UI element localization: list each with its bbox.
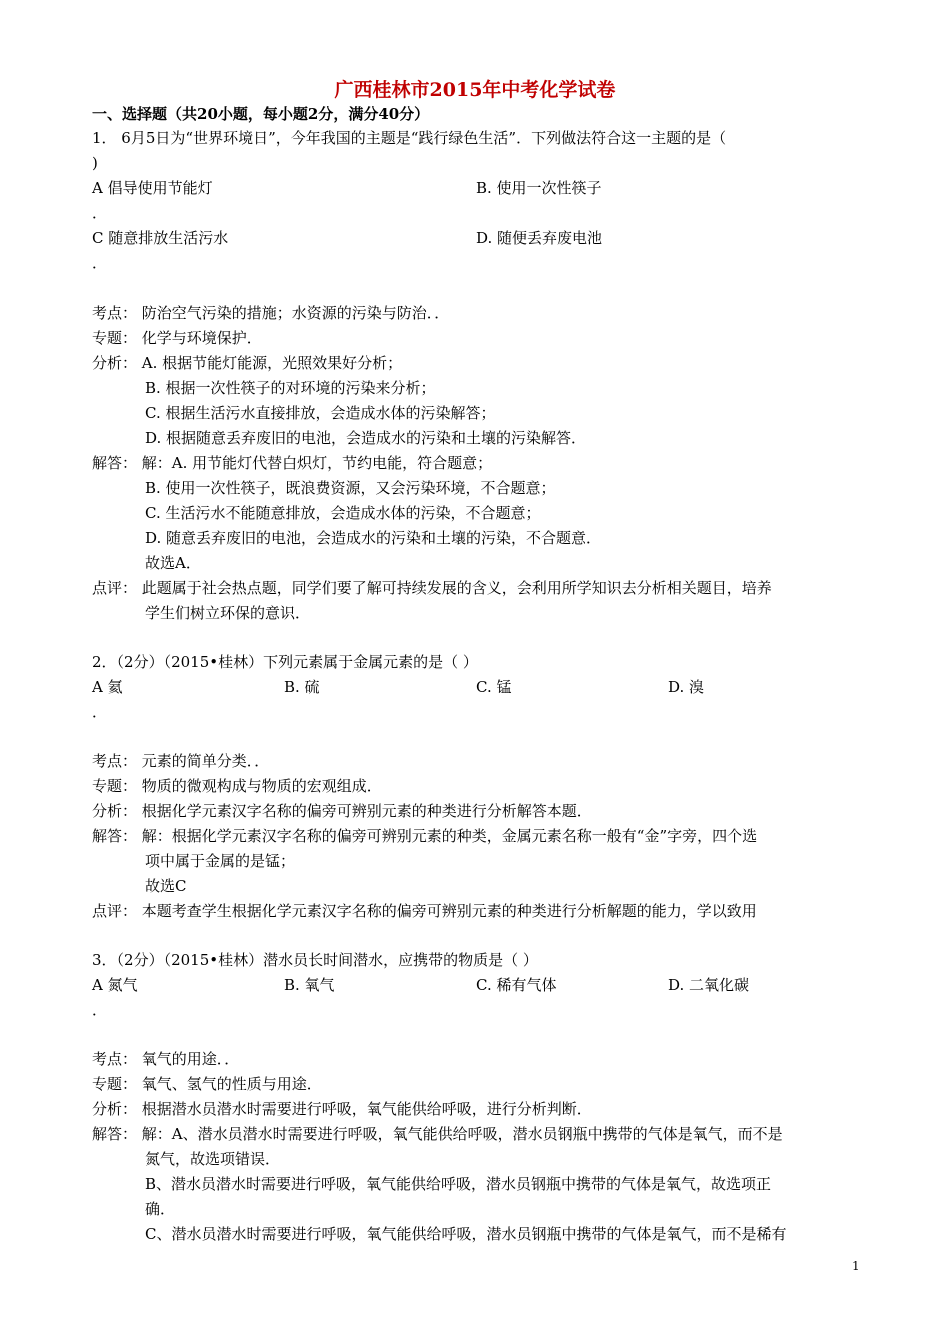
q1-option-c: C 随意排放生活污水	[92, 229, 229, 247]
q2-dot: ．	[92, 703, 108, 721]
q1-jieda-1: 解答： 解：A. 用节能灯代替白炽灯，节约电能，符合题意；	[92, 454, 493, 472]
section-heading: 一、选择题（共20小题，每小题2分，满分40分）	[92, 105, 430, 123]
q1-option-b: B. 使用一次性筷子	[476, 179, 602, 197]
q1-dianping-2: 学生们树立环保的意识．	[145, 604, 311, 622]
page-title: 广西桂林市2015年中考化学试卷	[334, 79, 616, 101]
q1-jieda-5: 故选A．	[145, 554, 201, 572]
q3-jieda-5: C、潜水员潜水时需要进行呼吸，氧气能供给呼吸，潜水员钢瓶中携带的气体是氧气，而不是稀有	[145, 1225, 787, 1243]
q1-option-a: A 倡导使用节能灯	[92, 179, 213, 197]
q1-zhuanti: 专题： 化学与环境保护．	[92, 329, 262, 347]
page-number: 1	[852, 1259, 860, 1273]
q1-jieda-3: C. 生活污水不能随意排放，会造成水体的污染，不合题意；	[145, 504, 541, 522]
q2-stem: 2．（2分）（2015•桂林）下列元素属于金属元素的是（ ）	[92, 653, 478, 671]
q3-jieda-3: B、潜水员潜水时需要进行呼吸，氧气能供给呼吸，潜水员钢瓶中携带的气体是氧气，故选项正	[145, 1175, 772, 1193]
q2-option-b: B. 硫	[284, 678, 320, 696]
q3-fenxi: 分析： 根据潜水员潜水时需要进行呼吸，氧气能供给呼吸，进行分析判断．	[92, 1100, 592, 1118]
q2-option-c: C. 锰	[476, 678, 512, 696]
q2-jieda-1: 解答： 解：根据化学元素汉字名称的偏旁可辨别元素的种类，金属元素名称一般有“金”字旁，四个选	[92, 827, 758, 845]
q2-fenxi: 分析： 根据化学元素汉字名称的偏旁可辨别元素的种类进行分析解答本题．	[92, 802, 592, 820]
q1-stem: 1． 6月5日为“世界环境日”，今年我国的主题是“践行绿色生活”．下列做法符合这一主题的是（	[92, 129, 727, 147]
q2-jieda-2: 项中属于金属的是锰；	[145, 852, 296, 870]
q1-jieda-2: B. 使用一次性筷子，既浪费资源，又会污染环境，不合题意；	[145, 479, 556, 497]
q3-kaodian: 考点： 氧气的用途．．	[92, 1050, 240, 1068]
q1-dianping-1: 点评： 此题属于社会热点题，同学们要了解可持续发展的含义，会利用所学知识去分析相关题目，培养	[92, 579, 772, 597]
q3-stem: 3．（2分）（2015•桂林）潜水员长时间潜水，应携带的物质是（ ）	[92, 951, 538, 969]
q3-option-d: D. 二氧化碳	[668, 976, 750, 994]
q1-fenxi-4: D. 根据随意丢弃废旧的电池，会造成水的污染和土壤的污染解答．	[145, 429, 587, 447]
q1-jieda-4: D. 随意丢弃废旧的电池，会造成水的污染和土壤的污染，不合题意．	[145, 529, 602, 547]
q3-option-c: C. 稀有气体	[476, 976, 557, 994]
q1-kaodian: 考点： 防治空气污染的措施；水资源的污染与防治．．	[92, 304, 450, 322]
q1-stem-cont: )	[92, 154, 98, 172]
q3-jieda-1: 解答： 解：A、潜水员潜水时需要进行呼吸，氧气能供给呼吸，潜水员钢瓶中携带的气体是氧气，而不是	[92, 1125, 783, 1143]
q2-kaodian: 考点： 元素的简单分类．．	[92, 752, 270, 770]
q2-zhuanti: 专题： 物质的微观构成与物质的宏观组成．	[92, 777, 382, 795]
q3-zhuanti: 专题： 氧气、氢气的性质与用途．	[92, 1075, 322, 1093]
q2-jieda-3: 故选C	[145, 877, 187, 895]
q3-jieda-4: 确．	[145, 1200, 176, 1218]
q1-fenxi-1: 分析： A. 根据节能灯能源，光照效果好分析；	[92, 354, 403, 372]
q1-fenxi-2: B. 根据一次性筷子的对环境的污染来分析；	[145, 379, 436, 397]
q1-option-d: D. 随便丢弃废电池	[476, 229, 603, 247]
q2-option-d: D. 溴	[668, 678, 705, 696]
q2-dianping: 点评： 本题考查学生根据化学元素汉字名称的偏旁可辨别元素的种类进行分析解题的能力，学以致用	[92, 902, 757, 920]
q3-jieda-2: 氮气，故选项错误．	[145, 1150, 281, 1168]
q1-dot-2: ．	[92, 254, 108, 272]
q1-fenxi-3: C. 根据生活污水直接排放，会造成水体的污染解答；	[145, 404, 496, 422]
q3-dot: ．	[92, 1001, 108, 1019]
q3-option-b: B. 氧气	[284, 976, 335, 994]
q2-option-a: A 氦	[92, 678, 123, 696]
q1-dot: ．	[92, 204, 108, 222]
q3-option-a: A 氮气	[92, 976, 138, 994]
